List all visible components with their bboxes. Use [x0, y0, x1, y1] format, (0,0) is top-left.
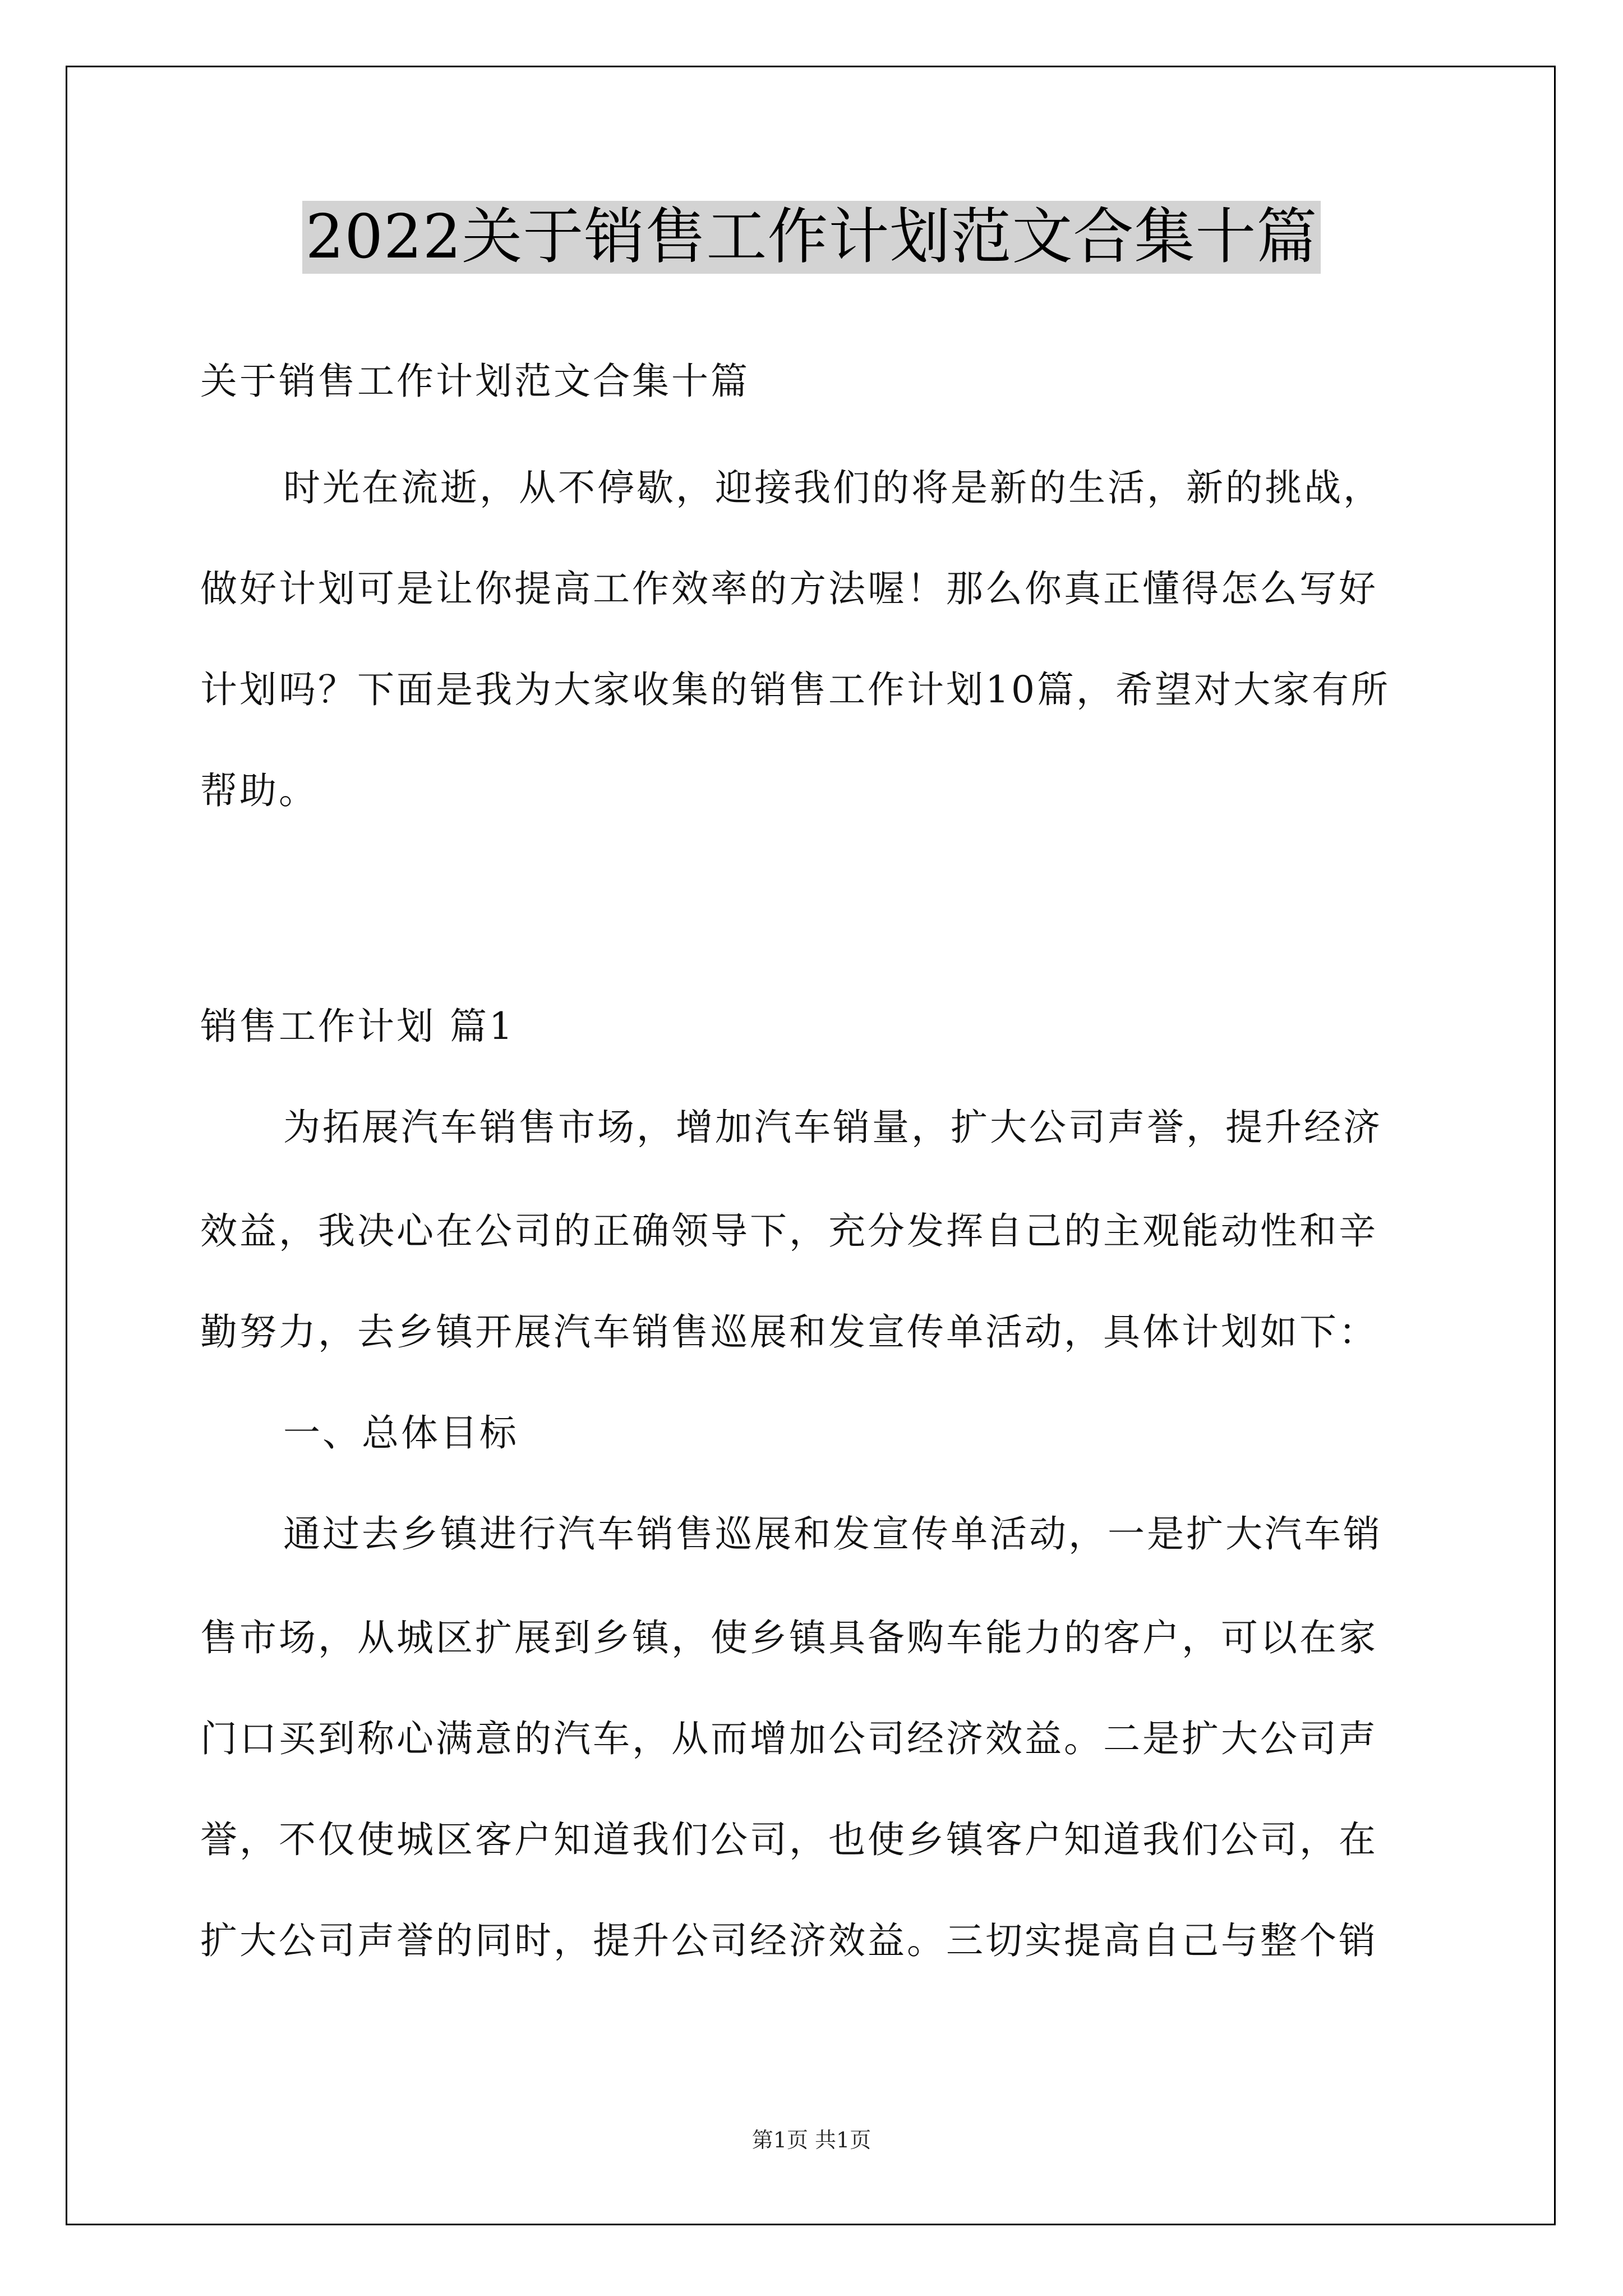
section-heading: 销售工作计划 篇1 — [200, 1005, 515, 1048]
paragraph-line: 通过去乡镇进行汽车销售巡展和发宣传单活动，一是扩大汽车销 — [283, 1512, 1382, 1556]
paragraph-line: 门口买到称心满意的汽车，从而增加公司经济效益。二是扩大公司声 — [200, 1717, 1378, 1760]
document-subtitle: 关于销售工作计划范文合集十篇 — [200, 360, 750, 403]
paragraph-line: 效益，我决心在公司的正确领导下，充分发挥自己的主观能动性和辛 — [200, 1209, 1378, 1253]
paragraph-line: 勤努力，去乡镇开展汽车销售巡展和发宣传单活动，具体计划如下： — [200, 1310, 1378, 1354]
intro-line: 计划吗？下面是我为大家收集的销售工作计划10篇，希望对大家有所 — [200, 668, 1390, 711]
intro-line: 帮助。 — [200, 769, 318, 812]
paragraph-line: 扩大公司声誉的同时，提升公司经济效益。三切实提高自己与整个销 — [200, 1919, 1378, 1962]
paragraph-line: 誉，不仅使城区客户知道我们公司，也使乡镇客户知道我们公司，在 — [200, 1818, 1378, 1861]
paragraph-line: 售市场，从城区扩展到乡镇，使乡镇具备购车能力的客户，可以在家 — [200, 1616, 1378, 1659]
title-container — [0, 201, 1623, 274]
page-footer: 第1页 共1页 — [751, 2128, 872, 2152]
document-title: 2022关于销售工作计划范文合集十篇 — [302, 201, 1321, 274]
intro-line: 做好计划可是让你提高工作效率的方法喔！那么你真正懂得怎么写好 — [200, 567, 1378, 610]
intro-line: 时光在流逝，从不停歇，迎接我们的将是新的生活，新的挑战， — [283, 466, 1382, 509]
paragraph-line: 为拓展汽车销售市场，增加汽车销量，扩大公司声誉，提升经济 — [283, 1106, 1382, 1149]
subheading: 一、总体目标 — [283, 1411, 519, 1455]
